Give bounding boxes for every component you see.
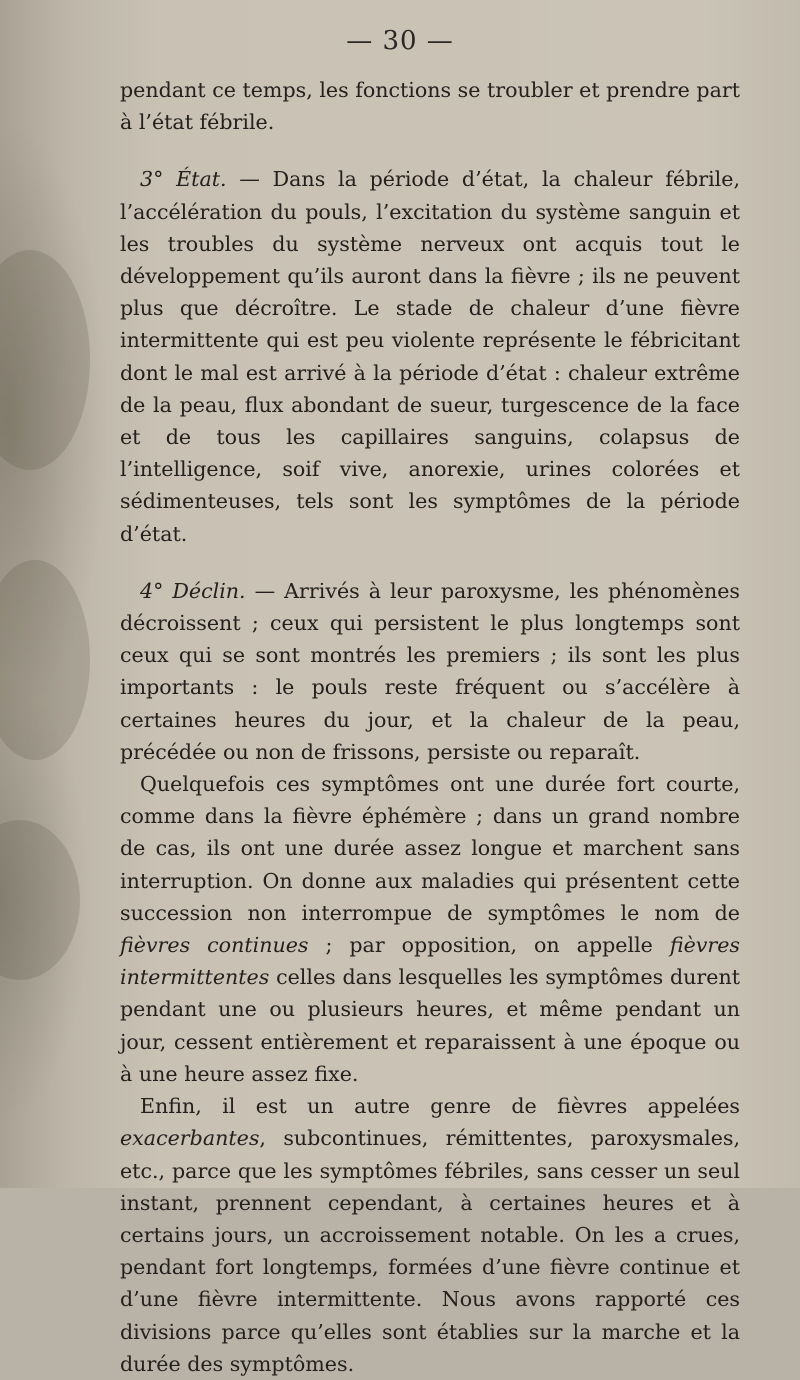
foxing-stain — [0, 560, 90, 760]
term-exacerbantes: exacerbantes — [120, 1126, 260, 1151]
text-run: Quelquefois ces symptômes ont une durée fort courte, comme dans la fièvre éphémère ; dans un grand nombre de cas, ils ont une durée assez longue et marchent sans interruption. On donne aux maladies qui présentent cette succession non interrompue de symptômes le nom de — [120, 772, 740, 925]
body-text — [120, 74, 740, 1380]
term-fievres-intermittentes: fièvres intermittentes — [120, 933, 741, 990]
foxing-stain — [0, 250, 90, 470]
page-number: — 30 — — [346, 26, 454, 56]
section-label-declin: 4° Déclin. — [140, 578, 246, 603]
text-run: ; par opposition, on appelle — [308, 933, 670, 958]
paragraph-etat-text: — Dans la période d’état, la chaleur fébrile, l’accélération du pouls, l’excitation du système sanguin et les troubles du système nerveux ont acquis tout le développement qu’ils auront dans la fièvre ; ils ne peuvent plus que décroître. Le stade de chaleur d’une fièvre intermittente qui est peu violente représente le fébricitant dont le mal est arrivé à la période d’état : chaleur extrême de la peau, flux abondant de sueur, turgescence de la face et de tous les capillaires sanguins, colapsus de l’intelligence, soif vive, anorexie, urines colorées et sédimenteuses, tels sont les symptômes de la période d’état. — [120, 167, 741, 546]
paragraph-continuation: pendant ce temps, les fonctions se troubler et prendre part à l’état fébrile. — [120, 78, 740, 135]
term-fievres-continues: fièvres continues — [120, 933, 309, 958]
section-label-etat: 3° État. — [140, 167, 227, 192]
text-run: celles dans lesquelles les symptômes durent pendant une ou plusieurs heures, et même pendant un jour, cessent entièrement et reparaissent à une époque ou à une heure assez fixe. — [120, 965, 740, 1086]
paragraph-declin — [120, 575, 740, 768]
paragraph-enfin — [120, 1090, 740, 1380]
paragraph-quelquefois — [120, 768, 740, 1090]
foxing-stain — [0, 820, 80, 980]
paragraph-declin-text: — Arrivés à leur paroxysme, les phénomènes décroissent ; ceux qui persistent le plus longtemps sont ceux qui se sont montrés les premiers ; ils sont les plus importants : le pouls reste fréquent ou s’accélère à certaines heures du jour, et la chaleur de la peau, précédée ou non de frissons, persiste ou reparaît. — [120, 578, 740, 764]
text-run: Enfin, il est un autre genre de fièvres appelées — [140, 1094, 740, 1119]
text-run: , subcontinues, rémittentes, paroxysmales, etc., parce que les symptômes fébriles, sans cesser un seul instant, prennent cependant, à certaines heures et à certains jours, un accroissement notable. On les a crues, pendant fort longtemps, formées d’une fièvre continue et d’une fièvre intermittente. Nous avons rapporté ces divisions parce qu’elles sont établies sur la marche et la durée des symptômes. — [120, 1126, 740, 1376]
paragraph-etat — [120, 163, 740, 549]
